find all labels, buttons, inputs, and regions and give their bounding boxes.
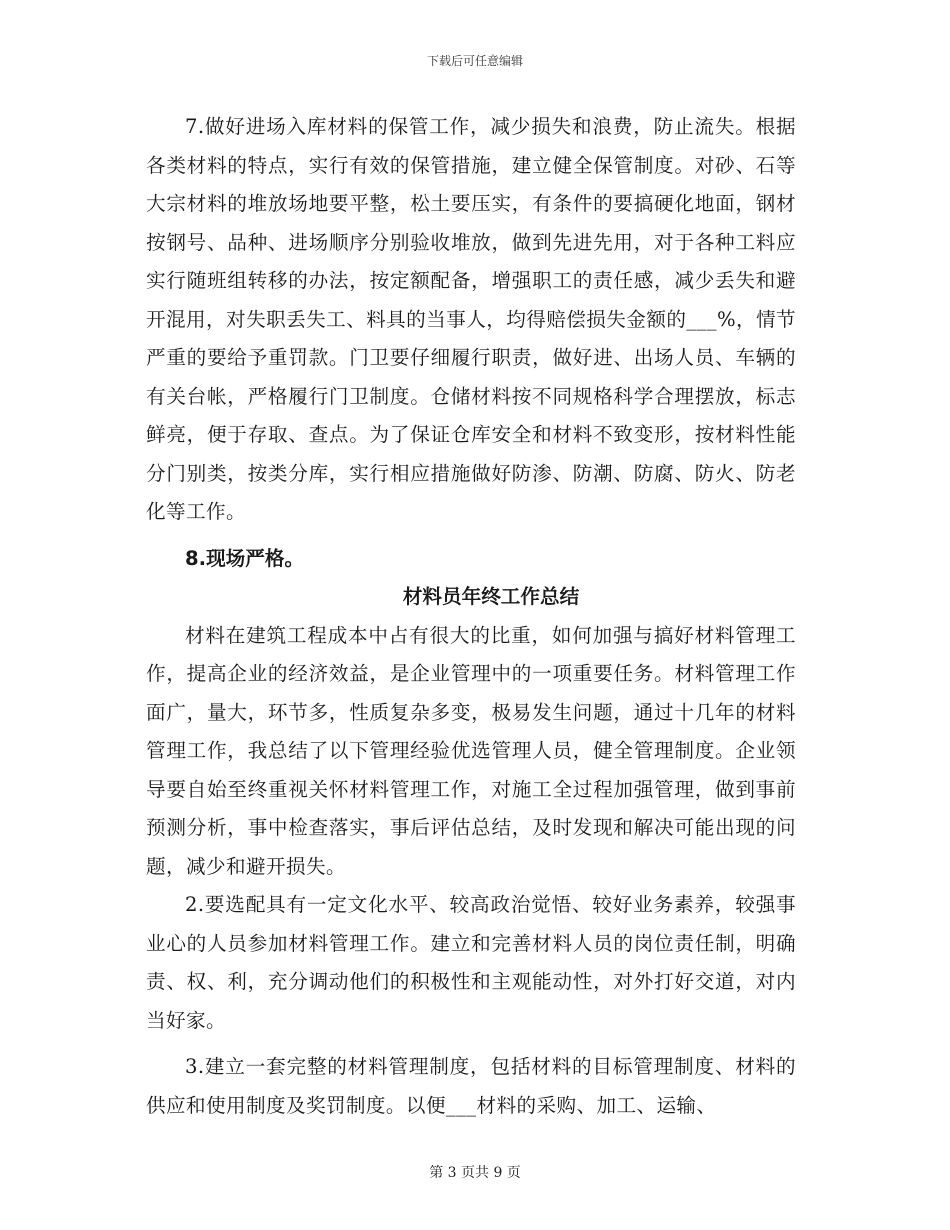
spacer [146, 532, 796, 540]
paragraph-intro: 材料在建筑工程成本中占有很大的比重，如何加强与搞好材料管理工作，提高企业的经济效益，是企业管理中的一项重要任务。材料管理工作面广，量大，环节多，性质复杂多变，极易发生问题，通过十几年的材料管理工作，我总结了以下管理经验优选管理人员，健全管理制度。企业领导要自始至终重视关怀材料管理工作，对施工全过程加强管理，做到事前预测分析，事中检查落实，事后评估总结，及时发现和解决可能出现的问题，减少和避开损失。 [146, 623, 796, 878]
document-body [146, 108, 796, 1125]
spacer [146, 1040, 796, 1048]
paragraph-3: 3.建立一套完整的材料管理制度，包括材料的目标管理制度、材料的供应和使用制度及奖罚制度。以便___材料的采购、加工、运输、 [146, 1055, 796, 1117]
paragraph-2: 2.要选配具有一定文化水平、较高政治觉悟、较好业务素养，较强事业心的人员参加材料管理工作。建立和完善材料人员的岗位责任制，明确责、权、利，充分调动他们的积极性和主观能动性，对外打好交道，对内当好家。 [146, 893, 796, 1032]
section-title: 材料员年终工作总结 [402, 585, 580, 608]
page-footer: 第 3 页共 9 页 [429, 1165, 521, 1181]
page-header: 下载后可任意编辑 [426, 54, 523, 68]
paragraph-7: 7.做好进场入库材料的保管工作，减少损失和浪费，防止流失。根据各类材料的特点，实行有效的保管措施，建立健全保管制度。对砂、石等大宗材料的堆放场地要平整，松土要压实，有条件的要搞硬化地面，钢材按钢号、品种、进场顺序分别验收堆放，做到先进先用，对于各种工料应实行随班组转移的办法，按定额配备，增强职工的责任感，减少丢失和避开混用，对失职丢失工、料具的当事人，均得赔偿损失金额的___%，情节严重的要给予重罚款。门卫要仔细履行职责，做好进、出场人员、车辆的有关台帐，严格履行门卫制度。仓储材料按不同规格科学合理摆放，标志鲜亮，便于存取、查点。为了保证仓库安全和材料不致变形，按材料性能分门别类，按类分库，实行相应措施做好防渗、防潮、防腐、防火、防老化等工作。 [146, 115, 796, 523]
heading-8: 8.现场严格。 [185, 546, 305, 570]
